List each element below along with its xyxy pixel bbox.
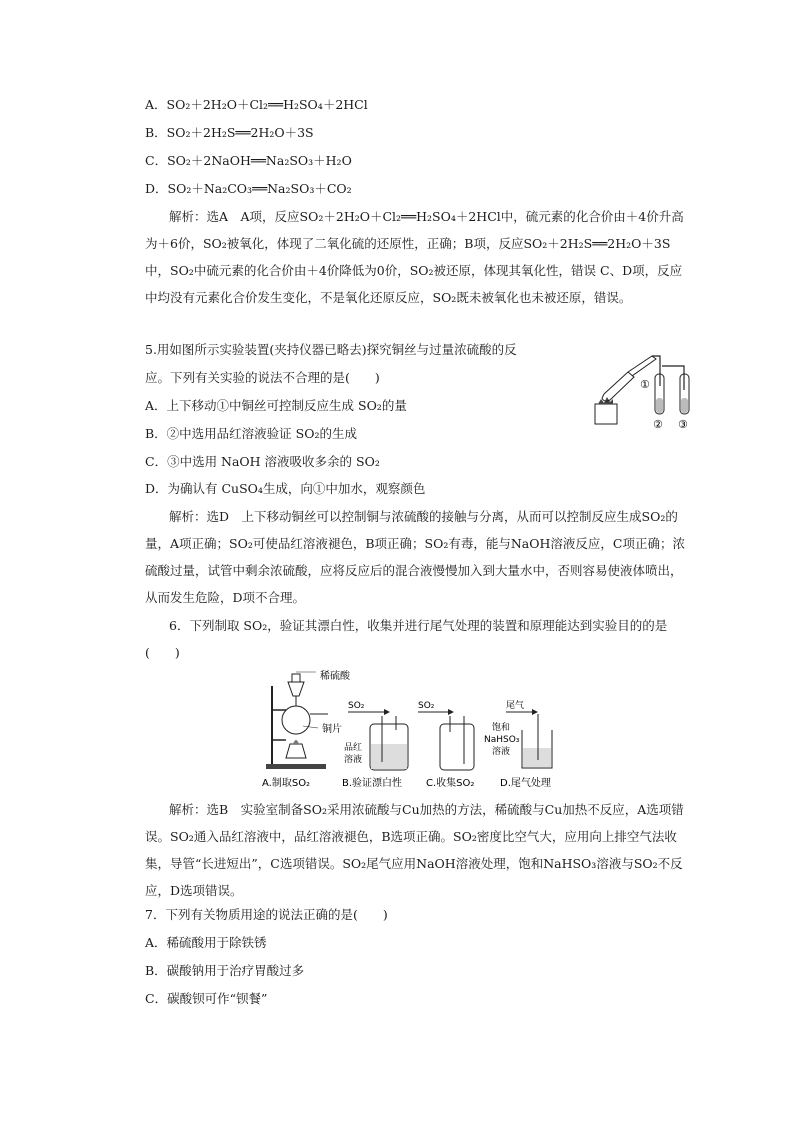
q4-option-d: D．SO₂＋Na₂CO₃══Na₂SO₃＋CO₂ — [145, 181, 352, 196]
solution-d-line3: 溶液 — [492, 747, 511, 757]
caption-c: C.收集SO₂ — [426, 778, 475, 789]
q7-option-c: C．碳酸钡可作“钡餐” — [145, 991, 268, 1006]
q5-apparatus-figure — [592, 346, 702, 430]
caption-b: B.验证漂白性 — [342, 778, 403, 789]
caption-a: A.制取SO₂ — [262, 778, 311, 789]
q6-analysis: 解析：选B 实验室制备SO₂采用浓硫酸与Cu加热的方法，稀硫酸与Cu加热不反应，A选项错误。SO₂通入品红溶液中，品红溶液褪色，B选项正确。SO₂密度比空气大，应用向上排空气法收集，导管“长进短出”，C选项错误。SO₂尾气应用NaOH溶液处理，饱和NaHSO₃溶液与SO₂不反应，D选项错误。 — [145, 802, 684, 898]
gas-label-b: SO₂ — [348, 701, 365, 711]
solution-d-line1: 饱和 — [492, 723, 511, 733]
solution-d-line2: NaHSO₃ — [484, 735, 520, 745]
q4-option-c: C．SO₂＋2NaOH══Na₂SO₃＋H₂O — [145, 153, 352, 168]
q4-option-b: B．SO₂＋2H₂S══2H₂O＋3S — [145, 125, 314, 140]
q6-apparatus-figure — [256, 668, 556, 794]
label-2: ② — [653, 418, 663, 430]
acid-label: 稀硫酸 — [320, 671, 350, 682]
q5-stem-line1: 5.用如图所示实验装置(夹持仪器已略去)探究铜丝与过量浓硫酸的反 — [145, 342, 517, 357]
q5-option-a: A．上下移动①中铜丝可控制反应生成 SO₂的量 — [145, 398, 407, 413]
q6-stem: 6．下列制取 SO₂，验证其漂白性，收集并进行尾气处理的装置和原理能达到实验目的的是( ) — [145, 618, 668, 660]
q5-option-b: B．②中选用品红溶液验证 SO₂的生成 — [145, 426, 357, 441]
label-3: ③ — [678, 418, 688, 430]
q5-analysis: 解析：选D 上下移动铜丝可以控制铜与浓硫酸的接触与分离，从而可以控制反应生成SO₂的量，A项正确；SO₂可使品红溶液褪色，B项正确；SO₂有毒，能与NaOH溶液反应，C项正确；浓硫酸过量，试管中剩余浓硫酸，应将反应后的混合液慢慢加入到大量水中，否则容易使液体喷出，从而发生危险，D项不合理。 — [145, 509, 685, 605]
solution-b-line1: 品红 — [344, 743, 363, 753]
gas-label-d: 尾气 — [506, 701, 525, 711]
q4-option-a: A．SO₂＋2H₂O＋Cl₂══H₂SO₄＋2HCl — [145, 97, 368, 112]
q7-stem: 7．下列有关物质用途的说法正确的是( ) — [145, 907, 388, 922]
q7-option-a: A．稀硫酸用于除铁锈 — [145, 935, 267, 950]
q4-analysis: 解析：选A A项，反应SO₂＋2H₂O＋Cl₂══H₂SO₄＋2HCl中，硫元素的化合价由＋4价升高为＋6价，SO₂被氧化，体现了二氧化硫的还原性，正确；B项，反应SO₂＋2H₂S══2H₂O＋3S中，SO₂中硫元素的化合价由＋4价降低为0价，SO₂被还原，体现其氧化性，错误 C、D项，反应中均没有元素化合价发生变化，不是氧化还原反应，SO₂既未被氧化也未被还原，错误。 — [145, 209, 684, 305]
q5-option-c: C．③中选用 NaOH 溶液吸收多余的 SO₂ — [145, 454, 380, 469]
gas-label-c: SO₂ — [418, 701, 435, 711]
copper-label: 铜片 — [322, 724, 342, 735]
caption-d: D.尾气处理 — [500, 778, 551, 789]
q5-stem-line2: 应。下列有关实验的说法不合理的是( ) — [145, 370, 380, 385]
q5-option-d: D．为确认有 CuSO₄生成，向①中加水，观察颜色 — [145, 481, 426, 496]
solution-b-line2: 溶液 — [344, 755, 363, 765]
label-1: ① — [640, 378, 650, 391]
q7-option-b: B．碳酸钠用于治疗胃酸过多 — [145, 963, 305, 978]
